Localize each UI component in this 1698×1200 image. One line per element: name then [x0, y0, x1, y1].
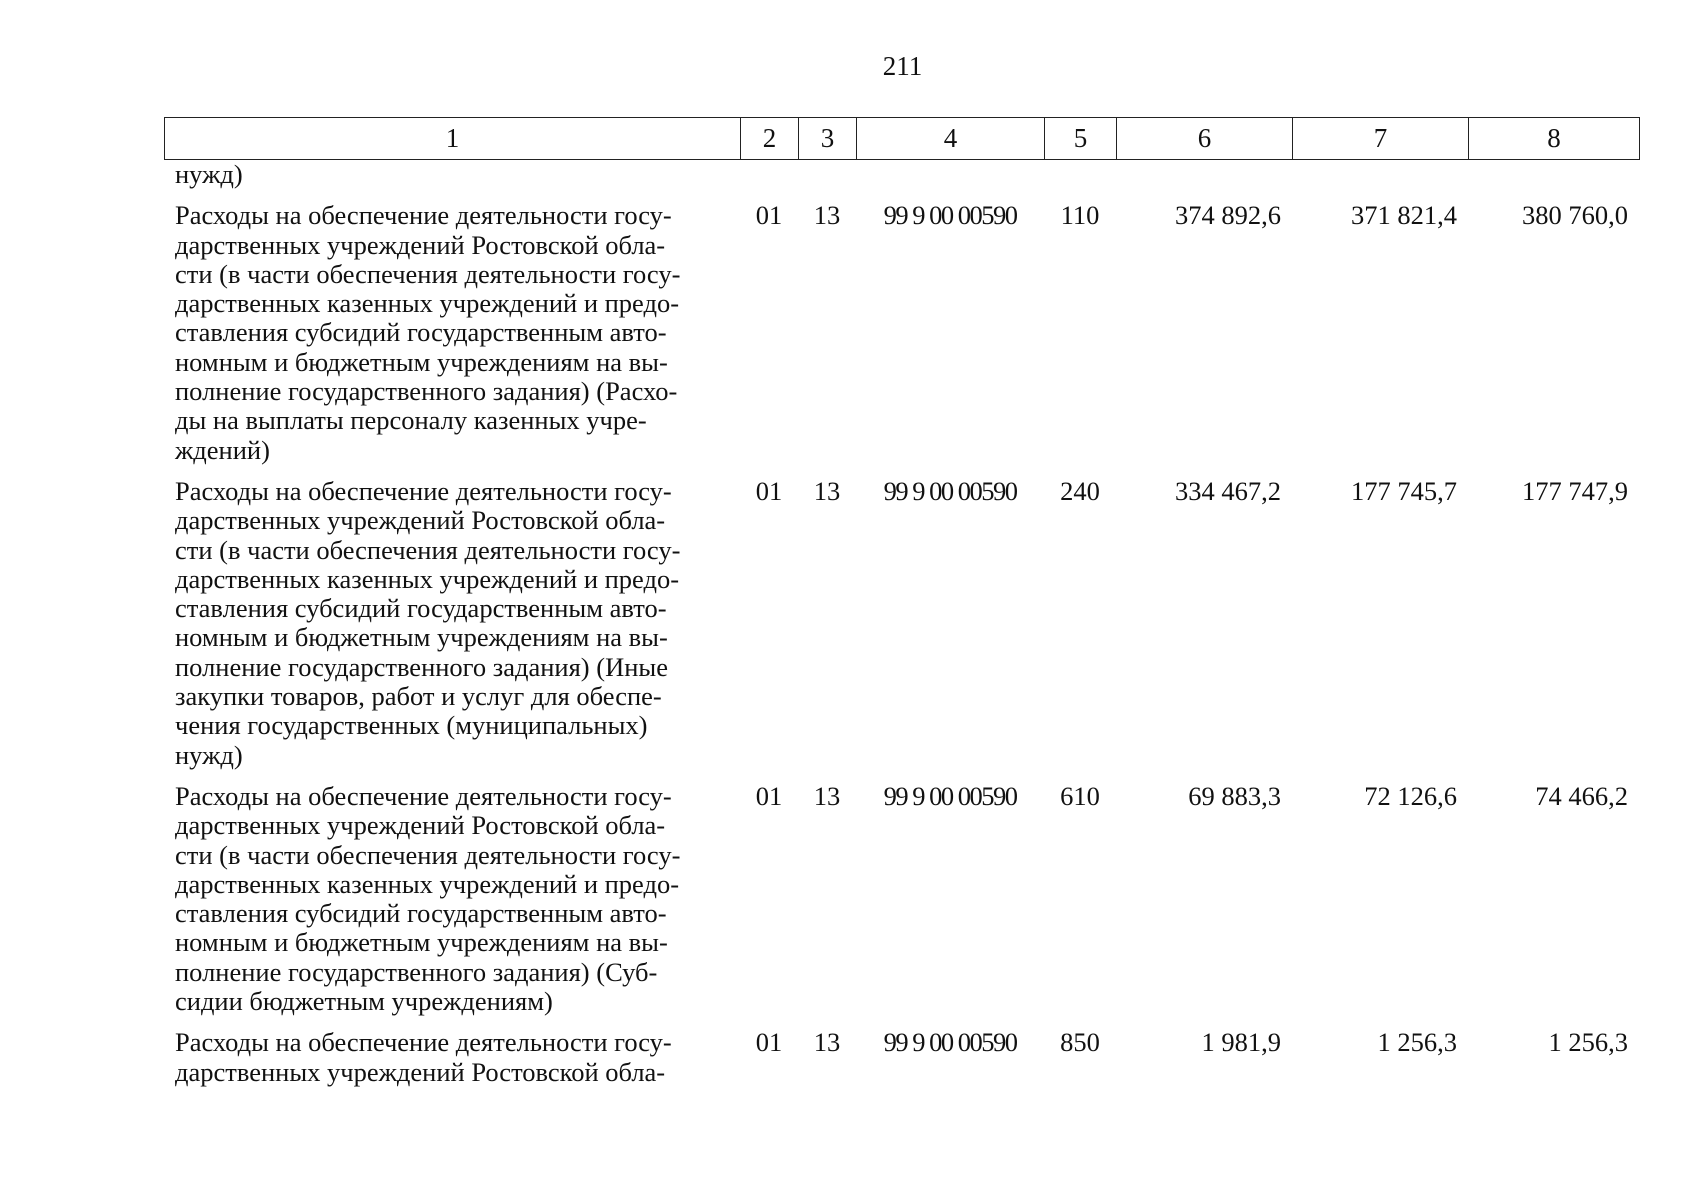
amount-col-7: 371 821,4: [1351, 200, 1457, 231]
description-line: дарственных учреждений Ростовской обла-: [175, 1056, 666, 1087]
description-line: дарственных учреждений Ростовской обла-: [175, 229, 666, 260]
header-col-5: 5: [1045, 118, 1117, 160]
amount-col-8: 380 760,0: [1522, 200, 1628, 231]
continuation-text: нужд): [175, 159, 243, 189]
description-line: Расходы на обеспечение деятельности госу-: [175, 780, 672, 811]
description-line: номным и бюджетным учреждениям на вы-: [175, 622, 668, 653]
header-col-4: 4: [857, 118, 1045, 160]
row-description: [164, 770, 740, 1016]
description-line: дарственных казенных учреждений и предо-: [175, 563, 680, 594]
header-col-7: 7: [1293, 118, 1469, 160]
description-line: Расходы на обеспечение деятельности госу-: [175, 475, 672, 506]
amount-col-8: 177 747,9: [1522, 475, 1628, 506]
description-line: сти (в части обеспечения деятельности госу-: [175, 534, 681, 565]
description-line: чения государственных (муниципальных): [175, 710, 648, 741]
header-col-3: 3: [799, 118, 857, 160]
expense-type-code: 110: [1060, 200, 1100, 231]
budget-table: [164, 160, 1639, 1087]
amount-col-6: 374 892,6: [1175, 200, 1281, 231]
description-line: полнение государственного задания) (Расхо-: [175, 376, 678, 407]
table-row: [164, 189, 1639, 465]
continuation-row: [164, 160, 1639, 189]
description-line: ды на выплаты персоналу казенных учре-: [175, 405, 647, 436]
header-col-8: 8: [1469, 118, 1640, 160]
row-description: [164, 1016, 740, 1087]
header-col-1: 1: [165, 118, 741, 160]
amount-col-6: 69 883,3: [1188, 780, 1281, 811]
target-article-code: 99 9 00 00590: [883, 1027, 1017, 1058]
header-row: [165, 118, 1640, 160]
description-line: дарственных казенных учреждений и предо-: [175, 868, 680, 899]
table-row: [164, 465, 1639, 770]
target-article-code: 99 9 00 00590: [883, 475, 1017, 506]
subsection-code: 13: [813, 1027, 841, 1058]
description-line: ставления субсидий государственным авто-: [175, 898, 667, 929]
description-line: ждений): [175, 434, 270, 465]
expense-type-code: 850: [1060, 1027, 1100, 1058]
description-line: номным и бюджетным учреждениям на вы-: [175, 346, 668, 377]
table-row: [164, 1016, 1639, 1087]
header-col-2: 2: [741, 118, 799, 160]
amount-col-8: 74 466,2: [1535, 780, 1628, 811]
amount-col-7: 177 745,7: [1351, 475, 1457, 506]
subsection-code: 13: [813, 475, 841, 506]
subsection-code: 13: [813, 780, 841, 811]
description-line: сти (в части обеспечения деятельности госу-: [175, 839, 681, 870]
section-code: 01: [755, 475, 783, 506]
description-line: дарственных учреждений Ростовской обла-: [175, 505, 666, 536]
target-article-code: 99 9 00 00590: [883, 780, 1017, 811]
row-description: [164, 189, 740, 465]
expense-type-code: 240: [1060, 475, 1100, 506]
description-line: Расходы на обеспечение деятельности госу-: [175, 200, 672, 231]
table-row: [164, 770, 1639, 1016]
section-code: 01: [755, 780, 783, 811]
description-line: нужд): [175, 739, 243, 770]
description-line: ставления субсидий государственным авто-: [175, 317, 667, 348]
amount-col-6: 334 467,2: [1175, 475, 1281, 506]
description-line: ставления субсидий государственным авто-: [175, 593, 667, 624]
description-line: сти (в части обеспечения деятельности госу-: [175, 258, 681, 289]
description-line: Расходы на обеспечение деятельности госу-: [175, 1027, 672, 1058]
amount-col-6: 1 981,9: [1201, 1027, 1281, 1058]
header-col-6: 6: [1117, 118, 1293, 160]
expense-type-code: 610: [1060, 780, 1100, 811]
description-line: сидии бюджетным учреждениям): [175, 986, 553, 1017]
description-line: дарственных учреждений Ростовской обла-: [175, 810, 666, 841]
description-line: номным и бюджетным учреждениям на вы-: [175, 927, 668, 958]
target-article-code: 99 9 00 00590: [883, 200, 1017, 231]
section-code: 01: [755, 200, 783, 231]
description-line: полнение государственного задания) (Суб-: [175, 956, 658, 987]
section-code: 01: [755, 1027, 783, 1058]
description-line: полнение государственного задания) (Иные: [175, 651, 668, 682]
description-line: дарственных казенных учреждений и предо-: [175, 288, 680, 319]
row-description: [164, 465, 740, 770]
amount-col-8: 1 256,3: [1548, 1027, 1628, 1058]
page-number: 211: [882, 51, 923, 81]
subsection-code: 13: [813, 200, 841, 231]
amount-col-7: 1 256,3: [1377, 1027, 1457, 1058]
amount-col-7: 72 126,6: [1364, 780, 1457, 811]
description-line: закупки товаров, работ и услуг для обеспе-: [175, 681, 662, 712]
table-header: [164, 117, 1640, 160]
